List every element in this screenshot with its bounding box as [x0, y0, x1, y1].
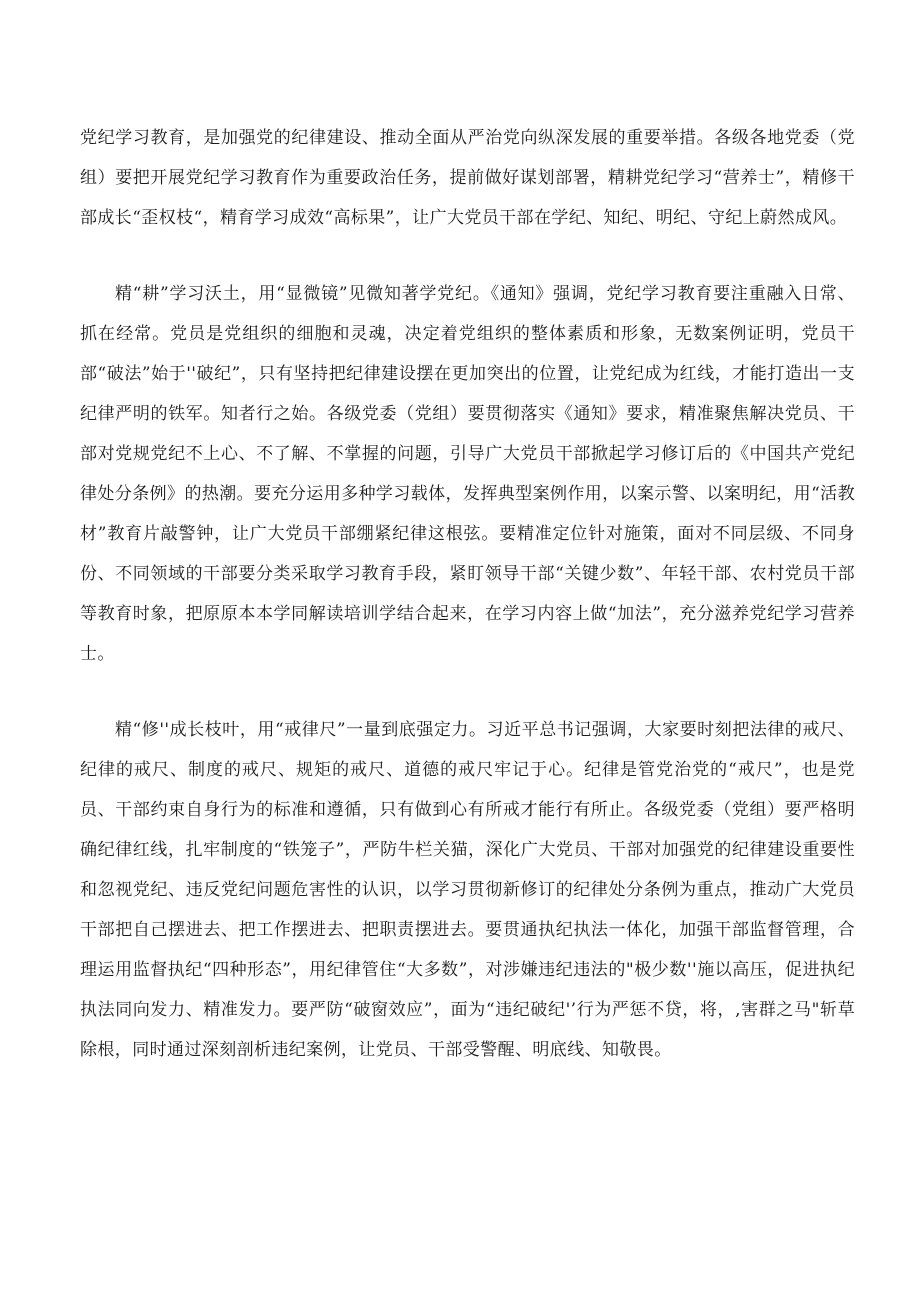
paragraph-intro: 党纪学习教育，是加强党的纪律建设、推动全面从严治党向纵深发展的重要举措。各级各地党委（党组）要把开展党纪学习教育作为重要政治任务，提前做好谋划部署，精耕党纪学习“营养士”，精修干部成长“歪权枝“，精育学习成效“高标果”，让广大党员干部在学纪、知纪、明纪、守纪上蔚然成风。 [80, 128, 855, 228]
document-page [80, 118, 855, 1070]
paragraph-cultivate-soil: 精“耕”学习沃土，用“显微镜”见微知著学党纪。《通知》强调，党纪学习教育要注重融入日常、抓在经常。党员是党组织的细胞和灵魂，决定着党组织的整体素质和形象，无数案例证明，党员干部“破法”始于''破纪”，只有坚持把纪律建设摆在更加突出的位置，让党纪成为红线，才能打造出一支纪律严明的铁军。知者行之始。各级党委（党组）要贯彻落实《通知》要求，精准聚焦解决党员、干部对党规党纪不上心、不了解、不掌握的问题，引导广大党员干部掀起学习修订后的《中国共产党纪律处分条例》的热潮。要充分运用多种学习载体，发挥典型案例作用，以案示警、以案明纪，用“活教材”教育片敲警钟，让广大党员干部绷紧纪律这根弦。要精准定位针对施策，面对不同层级、不同身份、不同领域的干部要分类采取学习教育手段，紧盯领导干部“关键少数”、年轻干部、农村党员干部等教育时象，把原原本本学同解读培训学结合起来，在学习内容上做“加法”，充分滋养党纪学习营养士。 [80, 284, 855, 664]
paragraph-prune-branches: 精“修''成长枝叶，用“戒律尺”一量到底强定力。习近平总书记强调，大家要时刻把法律的戒尺、纪律的戒尺、制度的戒尺、规矩的戒尺、道德的戒尺牢记于心。纪律是管党治党的“戒尺”，也是党员、干部约束自身行为的标准和遵循，只有做到心有所戒才能行有所止。各级党委（党组）要严格明确纪律红线，扎牢制度的“铁笼子”，严防牛栏关猫，深化广大党员、干部对加强党的纪律建设重要性和忽视党纪、违反党纪问题危害性的认识，以学习贯彻新修订的纪律处分条例为重点，推动广大党员干部把自己摆进去、把工作摆进去、把职责摆进去。要贯通执纪执法一体化，加强干部监督管理，合理运用监督执纪“四种形态”，用纪律管住“大多数”，对涉嫌违纪违法的"极少数''施以高压，促进执纪执法同向发力、精准发力。要严防“破窗效应”，面为“违纪破纪'’行为严惩不贷，将，,害群之马"斩草除根，同时通过深刻剖析违纪案例，让党员、干部受警醒、明底线、知敬畏。 [80, 720, 855, 1060]
